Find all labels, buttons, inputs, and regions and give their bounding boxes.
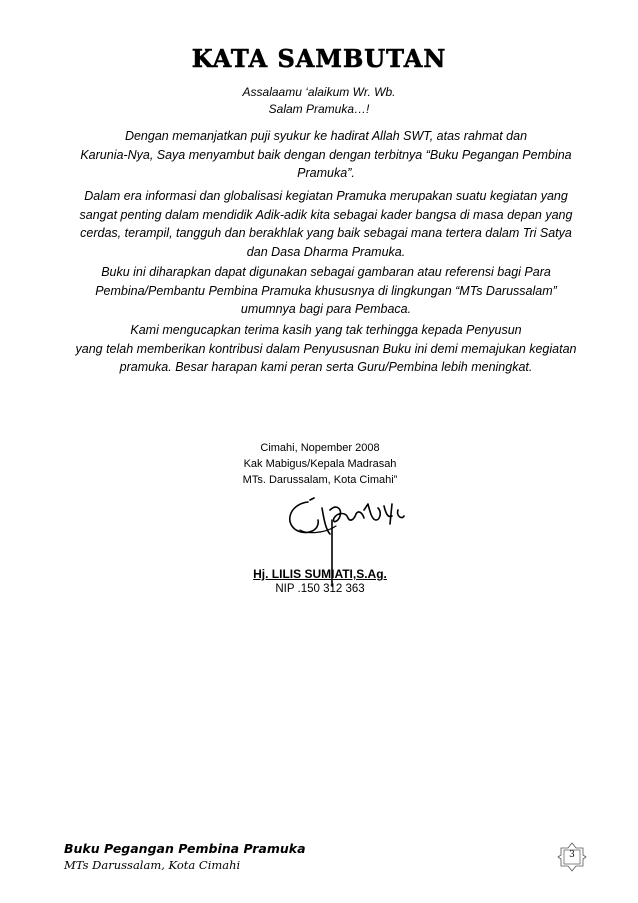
paragraph-1 [60,127,592,183]
signer-nip: NIP .150 312 363 [275,583,365,595]
text-line: Buku ini diharapkan dapat digunakan sebagai gambaran atau referensi bagi Para [101,265,551,279]
text-line: sangat penting dalam mendidik Adik-adik kita sebagai kader bangsa di masa depan yang [79,207,573,222]
page-number-badge [557,842,587,872]
text-line: cerdas, terampil, tangguh dan berakhlak yang baik sebagai mana tertera dalam Tri Satya [80,226,572,240]
text-line: pramuka. Besar harapan kami peran serta Guru/Pembina lebih meningkat. [119,360,533,374]
paragraph-4 [60,321,592,377]
page-number: 3 [569,850,575,860]
greeting-line: Assalaamu ‘alaikum Wr. Wb. [242,85,396,99]
text-line: dan Dasa Dharma Pramuka. [246,244,406,259]
place-date: Cimahi, Nopember 2008 [260,442,380,454]
greeting [0,84,638,118]
text-line: Kami mengucapkan terima kasih yang tak terhingga kepada Penyusun [130,323,522,337]
text-line: Dengan memanjatkan puji syukur ke hadirat Allah SWT, atas rahmat dan [124,129,528,143]
footer-subtitle: MTs Darussalam, Kota Cimahi [64,858,241,872]
text-line: Pramuka”. [297,166,355,180]
text-line: yang telah memberikan kontribusi dalam Penyususnan Buku ini demi memajukan kegiatan [75,341,577,356]
page-title: KATA SAMBUTAN [191,44,447,73]
signer-name: Hj. LILIS SUMIATI,S.Ag. [253,567,387,581]
paragraph-2 [60,187,592,261]
footer-title: Buku Pegangan Pembina Pramuka [64,841,306,856]
text-line: umumnya bagi para Pembaca. [240,302,412,316]
greeting-line: Salam Pramuka…! [268,102,370,116]
signer-institution: MTs. Darussalam, Kota Cimahi” [242,474,398,486]
text-line: Karunia-Nya, Saya menyambut baik dengan dengan terbitnya “Buku Pegangan Pembina [80,147,572,162]
text-line: Dalam era informasi dan globalisasi kegiatan Pramuka merupakan suatu kegiatan yang [84,189,568,203]
text-line: Pembina/Pembantu Pembina Pramuka khususnya di lingkungan “MTs Darussalam” [95,283,557,298]
closing-block [205,440,435,488]
paragraph-3 [60,263,592,319]
signer-position: Kak Mabigus/Kepala Madrasah [243,458,397,470]
